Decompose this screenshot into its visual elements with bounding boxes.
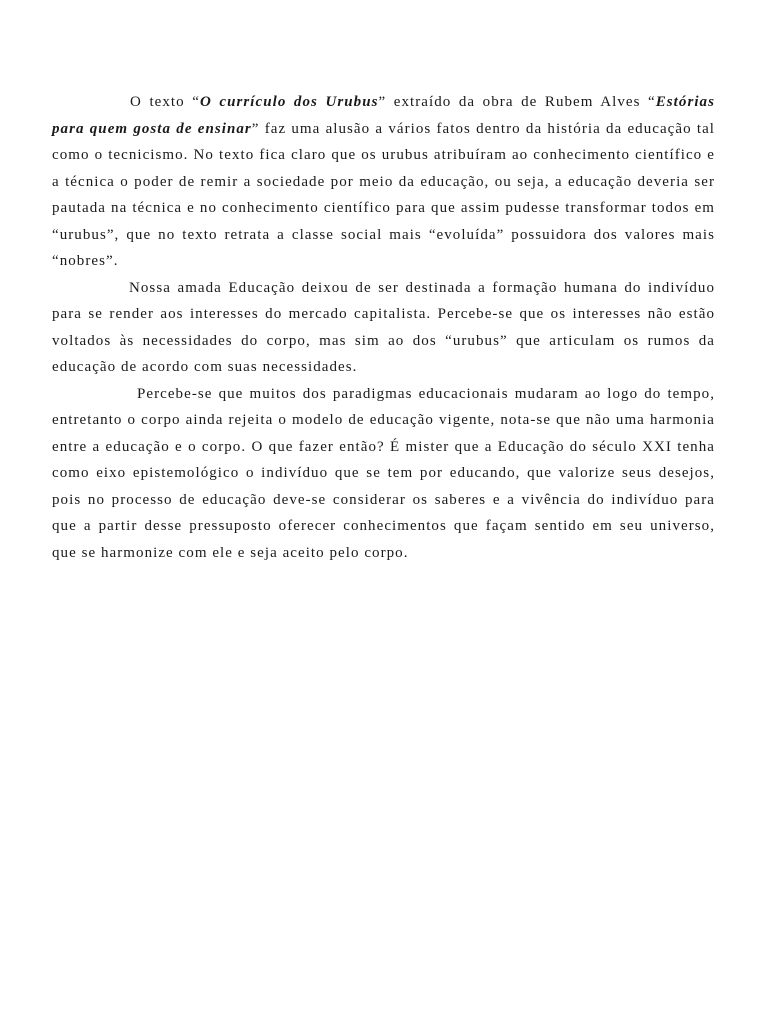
paragraph-2: Nossa amada Educação deixou de ser destinada a formação humana do indivíduo para se render aos interesses do mercado capitalista. Percebe-se que os interesses não estão voltados às necessidades do corpo, mas sim ao dos “urubus” que articulam os rumos da educação de acordo com suas necessidades. (52, 279, 715, 375)
paragraph-3: Percebe-se que muitos dos paradigmas educacionais mudaram ao logo do tempo, entretanto o corpo ainda rejeita o modelo de educação vigente, nota-se que não uma harmonia entre a educação e o corpo. O que fazer então? É mister que a Educação do século XXI tenha como eixo epistemológico o indivíduo que se tem por educando, que valorize seus desejos, pois no processo de educação deve-se considerar os saberes e a vivência do indivíduo para que a partir desse pressuposto oferecer conhecimentos que façam sentido em seu universo, que se harmonize com ele e seja aceito pelo corpo. (52, 385, 715, 561)
paragraph-1-intro: O texto “ (130, 94, 200, 110)
document-body (52, 89, 715, 566)
paragraph-1-rest: ” faz uma alusão a vários fatos dentro da história da educação tal como o tecnicismo. No texto fica claro que os urubus atribuíram ao conhecimento científico e a técnica o poder de remir a sociedade por meio da educação, ou seja, a educação deveria ser pautada na técnica e no conhecimento científico para que assim pudesse transformar todos em “urubus”, que no texto retrata a classe social mais “evoluída” possuidora dos valores mais “nobres”. (52, 120, 716, 269)
book-chapter-title: O currículo dos Urubus (199, 94, 379, 110)
book-title: Estórias para quem gosta de ensinar (52, 94, 715, 137)
paragraph-1 (52, 89, 715, 275)
paragraph-1-mid: ” extraído da obra de Rubem Alves “ (378, 94, 656, 110)
